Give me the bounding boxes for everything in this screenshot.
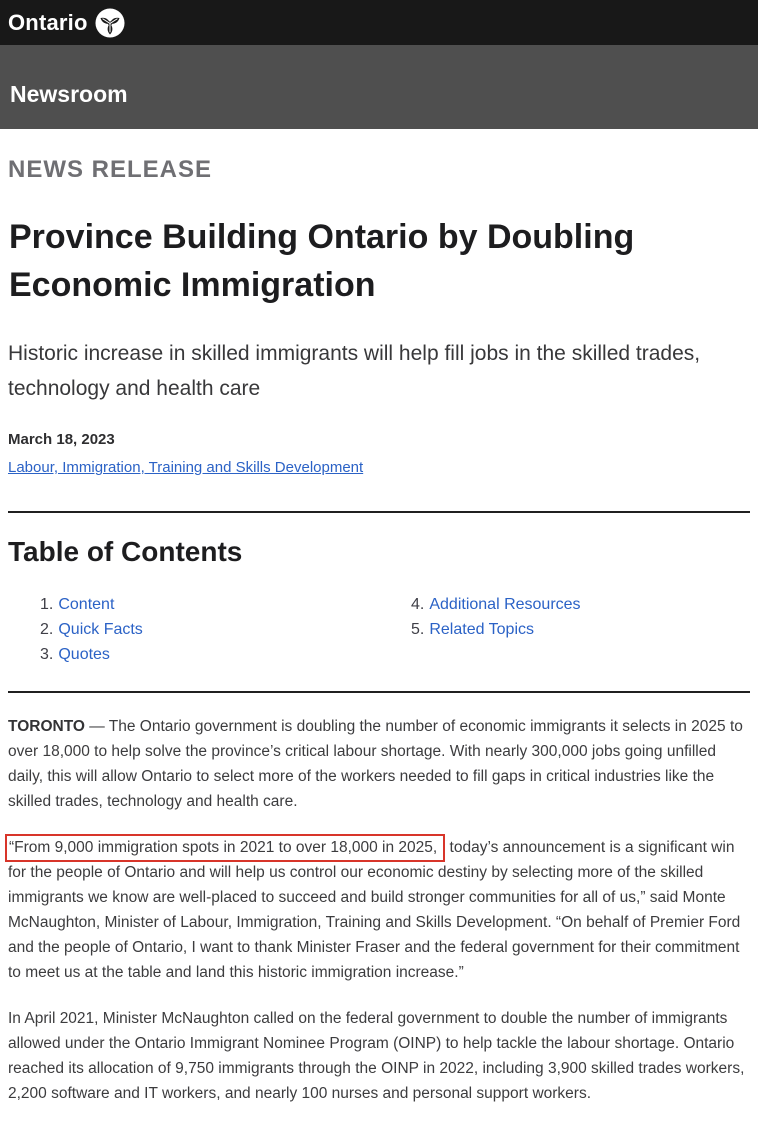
toc-number: 1.: [40, 596, 54, 613]
toc-number: 2.: [40, 621, 54, 638]
toc-item-additional-resources: [379, 592, 750, 617]
paragraph-intro: [8, 714, 750, 814]
paragraph-quote: [8, 835, 750, 985]
toc-number: 4.: [411, 596, 425, 613]
newsroom-bar: [0, 45, 758, 129]
toc-number: 3.: [40, 646, 54, 663]
toc-column-left: [8, 592, 379, 667]
toc-item-related-topics: [379, 617, 750, 642]
toc-link-content[interactable]: Content: [58, 596, 115, 613]
red-annotation-box: “From 9,000 immigration spots in 2021 to over 18,000 in 2025,: [5, 834, 445, 862]
divider-bottom: [8, 691, 750, 693]
ministry-link[interactable]: Labour, Immigration, Training and Skills Development: [8, 459, 364, 476]
toc-item-quick-facts: [8, 617, 379, 642]
main-content: [0, 156, 758, 1132]
release-subtitle: Historic increase in skilled immigrants will help fill jobs in the skilled trades, technology and health care: [8, 342, 701, 400]
toc-heading: Table of Contents: [8, 536, 243, 567]
toc-link-related-topics[interactable]: Related Topics: [429, 621, 534, 638]
ontario-wordmark: Ontario: [8, 9, 88, 35]
ontario-trillium-icon: [95, 8, 125, 38]
toc-item-quotes: [8, 642, 379, 667]
dateline: TORONTO: [8, 718, 85, 735]
table-of-contents: [8, 592, 750, 667]
release-date: March 18, 2023: [8, 431, 115, 448]
divider-top: [8, 511, 750, 513]
top-header-bar: [0, 0, 758, 45]
toc-item-content: [8, 592, 379, 617]
paragraph-quote-text: today’s announcement is a significant win for the people of Ontario and will help us control our economic destiny by selecting more of the skilled immigrants we know are well-placed to succeed and build stronger communities for all of us,” said Monte McNaughton, Minister of Labour, Immigration, Training and Skills Development. “On behalf of Premier Ford and the people of Ontario, I want to thank Minister Fraser and the federal government for their commitment to meet us at the table and land this historic immigration increase.”: [8, 839, 741, 981]
toc-link-quotes[interactable]: Quotes: [58, 646, 110, 663]
toc-link-additional-resources[interactable]: Additional Resources: [429, 596, 581, 613]
news-release-kicker: NEWS RELEASE: [8, 156, 213, 183]
page-title: Province Building Ontario by Doubling Economic Immigration: [9, 218, 635, 304]
toc-number: 5.: [411, 621, 425, 638]
toc-column-right: [379, 592, 750, 667]
paragraph-intro-text: — The Ontario government is doubling the number of economic immigrants it selects in 2025 to over 18,000 to help solve the province’s critical labour shortage. With nearly 300,000 jobs going unfilled daily, this will allow Ontario to select more of the workers needed to fill gaps in critical industries like the skilled trades, technology and health care.: [8, 718, 743, 810]
ontario-logo-link[interactable]: [8, 8, 125, 38]
paragraph-background: In April 2021, Minister McNaughton called on the federal government to double the number of immigrants allowed under the Ontario Immigrant Nominee Program (OINP) to help tackle the labour shortage. Ontario reached its allocation of 9,750 immigrants through the OINP in 2022, including 3,900 skilled trades workers, 2,200 software and IT workers, and nearly 100 nurses and personal support workers.: [8, 1010, 745, 1102]
newsroom-title: Newsroom: [10, 80, 128, 107]
toc-link-quick-facts[interactable]: Quick Facts: [58, 621, 143, 638]
